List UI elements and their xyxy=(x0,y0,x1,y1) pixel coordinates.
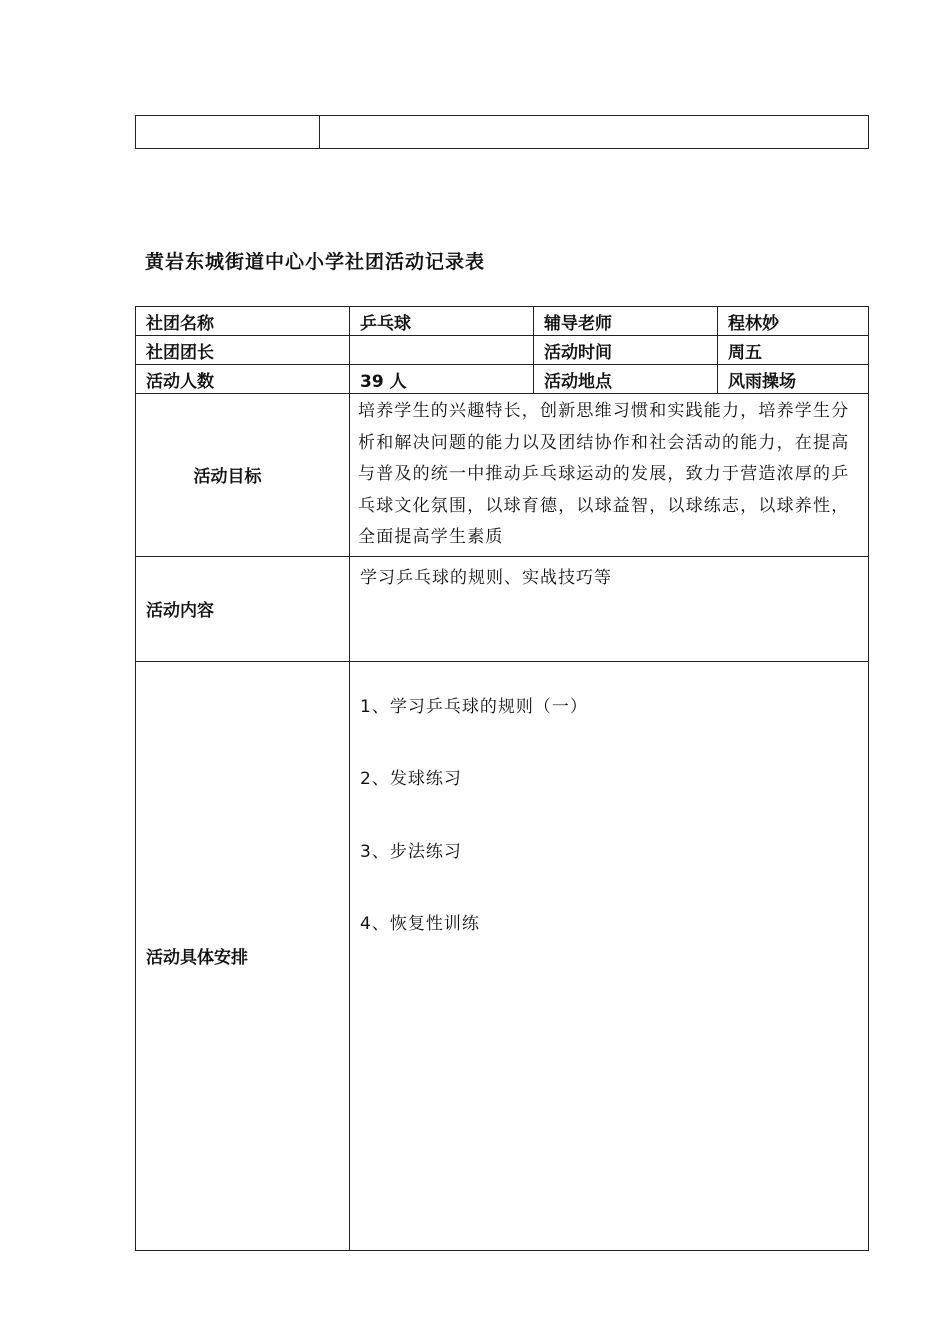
record-table xyxy=(135,306,869,1251)
table-row xyxy=(136,556,869,661)
teacher-label: 辅导老师 xyxy=(534,307,718,336)
plan-item: 3、步法练习 xyxy=(360,841,462,862)
table-row xyxy=(136,307,869,336)
page-title: 黄岩东城街道中心小学社团活动记录表 xyxy=(145,251,486,273)
count-value: 39 人 xyxy=(350,365,534,394)
count-label: 活动人数 xyxy=(136,365,350,394)
content-label: 活动内容 xyxy=(136,556,350,661)
plan-label: 活动具体安排 xyxy=(136,661,350,1250)
goal-label: 活动目标 xyxy=(136,394,350,557)
table-row xyxy=(136,394,869,557)
goal-text: 培养学生的兴趣特长，创新思维习惯和实践能力，培养学生分析和解决问题的能力以及团结协作和社会活动的能力，在提高与普及的统一中推动乒乓球运动的发展，致力于营造浓厚的乒乓球文化氛围，以球育德，以球益智，以球练志，以球养性，全面提高学生素质 xyxy=(350,394,869,557)
club-name-label: 社团名称 xyxy=(136,307,350,336)
leader-label: 社团团长 xyxy=(136,336,350,365)
club-name-value: 乒乓球 xyxy=(350,307,534,336)
content-text: 学习乒乓球的规则、实战技巧等 xyxy=(350,556,869,661)
plan-item: 1、学习乒乓球的规则（一） xyxy=(360,696,588,717)
location-label: 活动地点 xyxy=(534,365,718,394)
leader-value xyxy=(350,336,534,365)
plan-item: 4、恢复性训练 xyxy=(360,914,480,934)
plan-list xyxy=(350,661,869,1250)
top-table xyxy=(135,115,869,149)
table-row xyxy=(136,661,869,1250)
table-row xyxy=(136,365,869,394)
time-value: 周五 xyxy=(718,336,869,365)
location-value: 风雨操场 xyxy=(718,365,869,394)
table-row xyxy=(136,336,869,365)
plan-item: 2、发球练习 xyxy=(360,769,462,789)
top-table-cell xyxy=(320,116,869,149)
top-table-cell xyxy=(136,116,320,149)
time-label: 活动时间 xyxy=(534,336,718,365)
teacher-value: 程林妙 xyxy=(718,307,869,336)
